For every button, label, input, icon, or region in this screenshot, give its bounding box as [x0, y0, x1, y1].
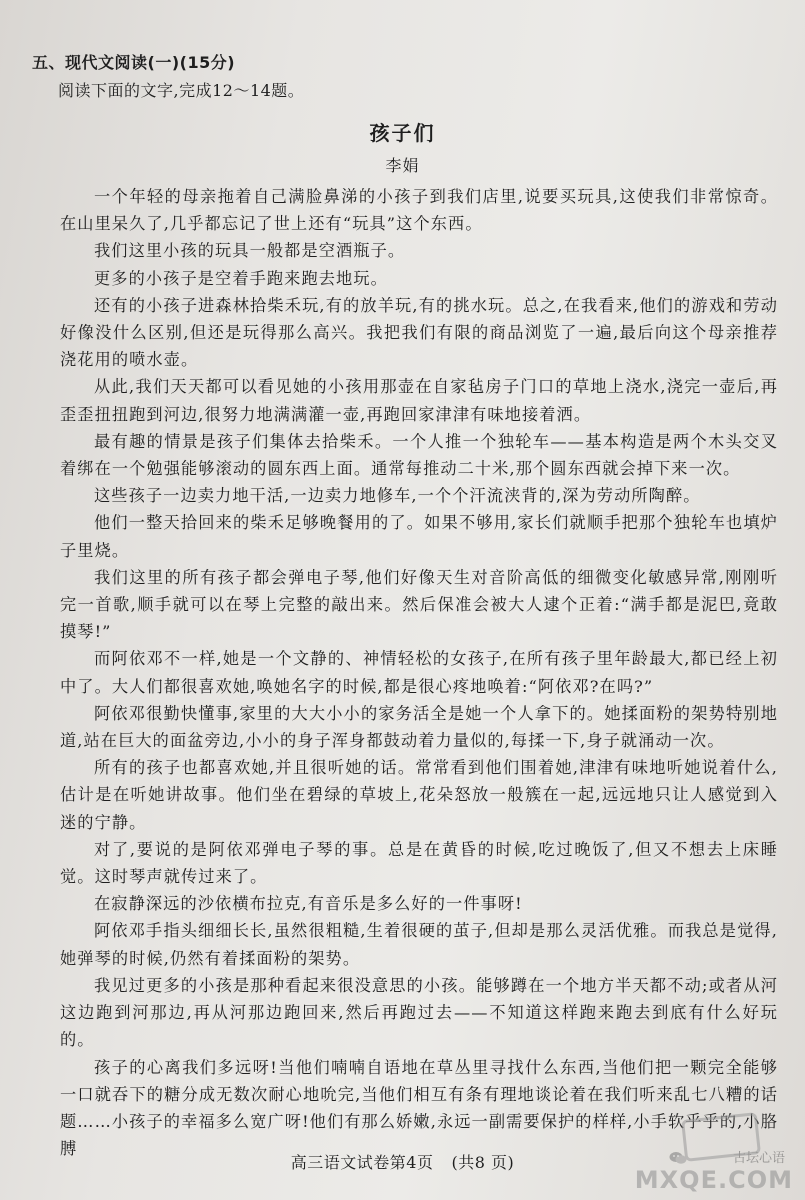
story-paragraph: 我们这里的所有孩子都会弹电子琴,他们好像天生对音阶高低的细微变化敏感异常,刚刚听完一首歌,顺手就可以在琴上完整的敲出来。然后保准会被大人逮个正着:“满手都是泥巴,竟敢摸琴!” [60, 567, 778, 642]
story-paragraph: 在寂静深远的沙依横布拉克,有音乐是多么好的一件事呀! [94, 894, 523, 914]
story-paragraph: 这些孩子一边卖力地干活,一边卖力地修车,一个个汗流浃背的,深为劳动所陶醉。 [94, 486, 701, 506]
story-paragraph: 一个年轻的母亲拖着自己满脸鼻涕的小孩子到我们店里,说要买玩具,这使我们非常惊奇。在山里呆久了,几乎都忘记了世上还有“玩具”这个东西。 [60, 187, 778, 234]
story-title: 孩子们 [369, 121, 436, 145]
reading-instruction: 阅读下面的文字,完成12～14题。 [58, 81, 305, 100]
story-paragraph: 从此,我们天天都可以看见她的小孩用那壶在自家毡房子门口的草地上浇水,浇完一壶后,再歪歪扭扭跑到河边,很努力地满满灌一壶,再跑回家津津有味地接着洒。 [60, 377, 778, 424]
story-paragraph: 对了,要说的是阿依邓弹电子琴的事。总是在黄昏的时候,吃过晚饭了,但又不想去上床睡觉。这时琴声就传过来了。 [60, 839, 778, 887]
story-paragraph: 所有的孩子也都喜欢她,并且很听她的话。常常看到他们围着她,津津有味地听她说着什么,估计是在听她讲故事。他们坐在碧绿的草坡上,花朵怒放一般簇在一起,远远地只让人感觉到入迷的宁静。 [60, 758, 778, 832]
story-paragraph: 我见过更多的小孩是那种看起来很没意思的小孩。能够蹲在一个地方半天都不动;或者从河这边跑到河那边,再从河那边跑回来,然后再跑过去——不知道这样跑来跑去到底有什么好玩的。 [60, 975, 778, 1050]
story-paragraph: 阿依邓很勤快懂事,家里的大大小小的家务活全是她一个人拿下的。她揉面粉的架势特别地道,站在巨大的面盆旁边,小小的身子浑身都鼓动着力量似的,每揉一下,身子就涌动一次。 [60, 703, 778, 751]
story-paragraph: 还有的小孩子进森林拾柴禾玩,有的放羊玩,有的挑水玩。总之,在我看来,他们的游戏和劳动好像没什么区别,但还是玩得那么高兴。我把我们有限的商品浏览了一遍,最后向这个母亲推荐浇花用的喷水壶。 [60, 295, 778, 370]
story-author: 李娟 [385, 156, 420, 175]
watermark [634, 1116, 799, 1196]
story-body [60, 183, 778, 1162]
story-paragraph: 他们一整天拾回来的柴禾足够晚餐用的了。如果不够用,家长们就顺手把那个独轮车也填炉子里烧。 [60, 513, 778, 560]
story-paragraph: 而阿依邓不一样,她是一个文静的、神情轻松的女孩子,在所有孩子里年龄最大,都已经上初中了。大人们都很喜欢她,唤她名字的时候,都是很心疼地唤着:“阿依邓?在吗?” [60, 649, 778, 696]
total-pages-label: (共8 页) [451, 1153, 515, 1172]
story-paragraph: 阿依邓手指头细细长长,虽然很粗糙,生着很硬的茧子,但却是那么灵活优雅。而我总是觉得,她弹琴的时候,仍然有着揉面粉的架势。 [60, 921, 778, 968]
page-label: 高三语文试卷第4页 [290, 1153, 434, 1172]
watermark-label: 古坛心语 [732, 1151, 785, 1166]
section-heading: 五、现代文阅读(一)(15分) [32, 53, 236, 72]
story-paragraph: 我们这里小孩的玩具一般都是空酒瓶子。 [94, 241, 406, 261]
story-paragraph: 孩子的心离我们多远呀!当他们喃喃自语地在草丛里寻找什么东西,当他们把一颗完全能够一口就吞下的糖分成无数次耐心地吮完,当他们相互有条有理地谈论着在我们听来乱七八糟的话题……小孩子的幸福多么宽广呀!他们有那么娇嫩,永远一副需要保护的样样,小手软乎乎的,小胳膊 [60, 1057, 778, 1159]
wechat-icon [669, 1151, 687, 1165]
story-paragraph: 更多的小孩子是空着手跑来跑去地玩。 [94, 268, 388, 288]
watermark-url: MXQE.COM [634, 1166, 793, 1194]
story-paragraph: 最有趣的情景是孩子们集体去拾柴禾。一个人推一个独轮车——基本构造是两个木头交叉着绑在一个勉强能够滚动的圆东西上面。通常每推动二十米,那个圆东西就会掉下来一次。 [60, 431, 778, 479]
